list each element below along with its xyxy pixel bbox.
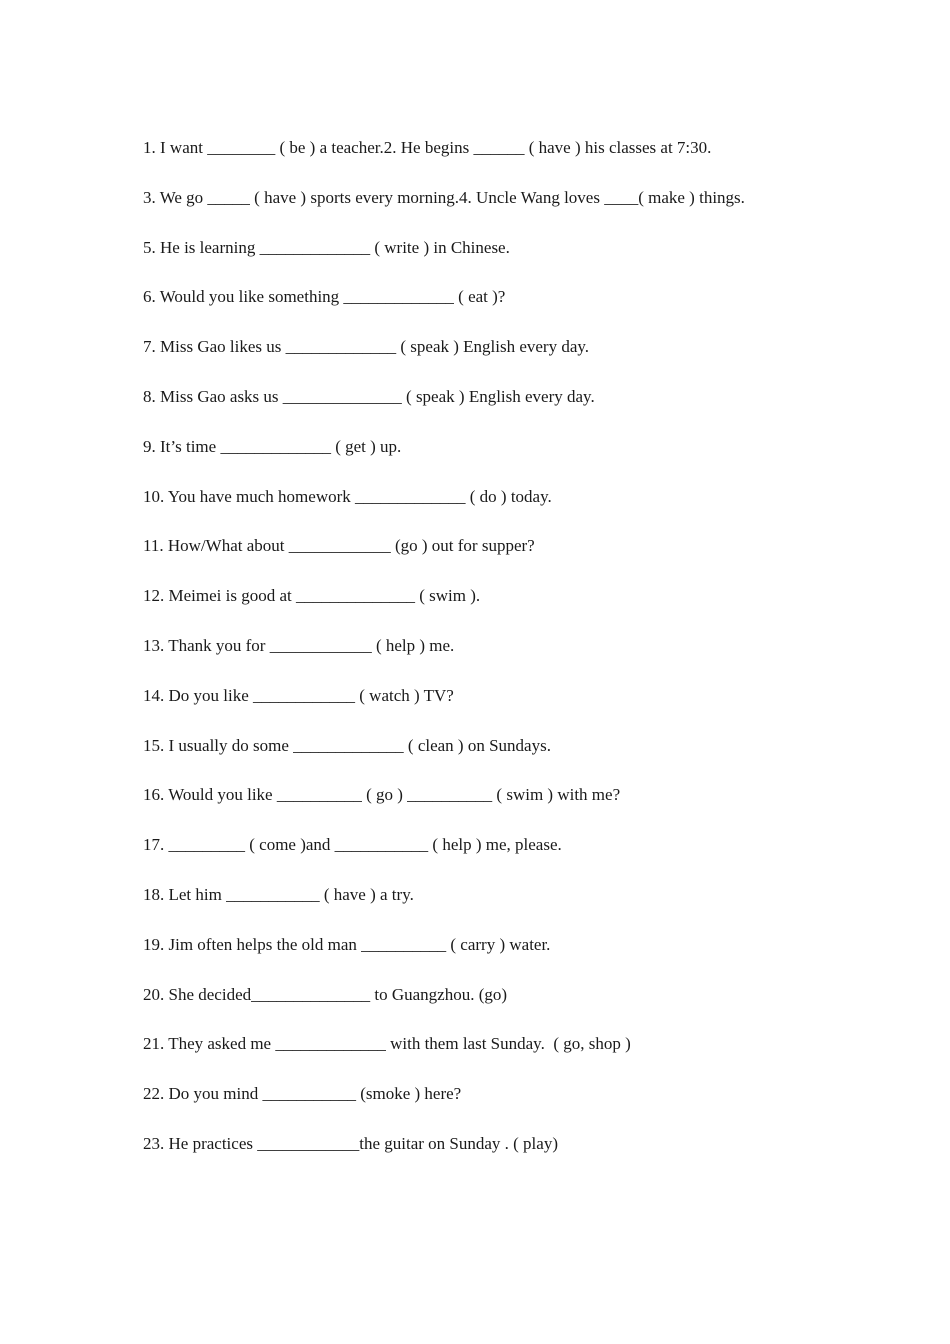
exercise-line: 23. He practices ____________the guitar on Sunday . ( play) — [143, 1133, 558, 1153]
exercise-line: 14. Do you like ____________ ( watch ) TV? — [143, 685, 454, 705]
exercise-line: 20. She decided______________ to Guangzhou. (go) — [143, 984, 508, 1004]
exercise-line: 16. Would you like __________ ( go ) __________ ( swim ) with me? — [143, 785, 621, 805]
exercise-line: 15. I usually do some _____________ ( clean ) on Sundays. — [143, 735, 551, 755]
exercise-line: 8. Miss Gao asks us ______________ ( speak ) English every day. — [143, 386, 595, 406]
exercise-line: 12. Meimei is good at ______________ ( swim ). — [143, 586, 481, 606]
exercise-line: 21. They asked me _____________ with them last Sunday. ( go, shop ) — [143, 1034, 631, 1054]
exercise-line: 5. He is learning _____________ ( write ) in Chinese. — [143, 237, 510, 257]
exercise-line: 19. Jim often helps the old man __________ ( carry ) water. — [143, 934, 551, 954]
exercise-line: 11. How/What about ____________ (go ) out for supper? — [143, 536, 535, 556]
exercise-line: 3. We go _____ ( have ) sports every morning.4. Uncle Wang loves ____( make ) things. — [143, 187, 745, 207]
exercise-line: 13. Thank you for ____________ ( help ) me. — [143, 635, 455, 655]
exercise-line: 18. Let him ___________ ( have ) a try. — [143, 884, 414, 904]
exercise-line: 7. Miss Gao likes us _____________ ( speak ) English every day. — [143, 337, 590, 357]
exercise-line: 17. _________ ( come )and ___________ ( help ) me, please. — [143, 835, 562, 855]
exercise-list — [143, 134, 903, 1180]
exercise-line: 10. You have much homework _____________ ( do ) today. — [143, 486, 552, 506]
exercise-line: 22. Do you mind ___________ (smoke ) here? — [143, 1084, 462, 1104]
exercise-line: 1. I want ________ ( be ) a teacher.2. He begins ______ ( have ) his classes at 7:30. — [143, 138, 712, 157]
exercise-line: 9. It’s time _____________ ( get ) up. — [143, 436, 402, 456]
exercise-line: 6. Would you like something _____________ ( eat )? — [143, 287, 506, 307]
